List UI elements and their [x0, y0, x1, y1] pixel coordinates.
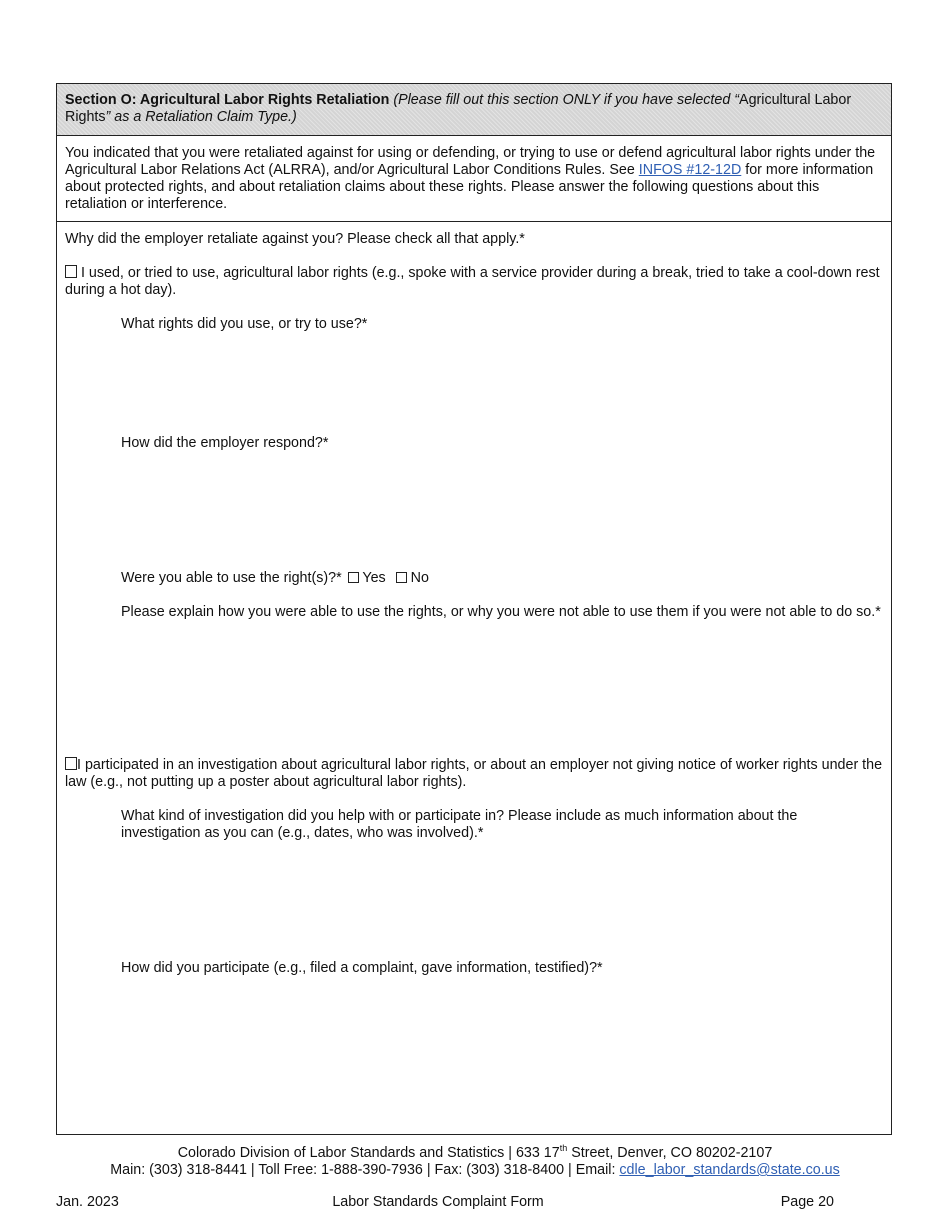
- explain-question: Please explain how you were able to use the rights, or why you were not able to use them if you were not able to do so.*: [121, 604, 881, 620]
- option-used-rights: I used, or tried to use, agricultural labor rights (e.g., spoke with a service provider during a break, tried to take a cool-down rest during a hot day).: [65, 265, 880, 298]
- employer-respond-answer-area[interactable]: [121, 455, 881, 565]
- section-title: Section O: Agricultural Labor Rights Retaliation: [65, 92, 390, 108]
- section-o-form: [56, 83, 892, 1135]
- why-question: Why did the employer retaliate against you? Please check all that apply.*: [65, 231, 525, 247]
- footer-contact: Main: (303) 318-8441 | Toll Free: 1-888-390-7936 | Fax: (303) 318-8400 | Email: cdle_labor_standards@state.co.us: [110, 1162, 840, 1178]
- how-participate-question: How did you participate (e.g., filed a complaint, gave information, testified)?*: [121, 960, 603, 976]
- yes-checkbox[interactable]: [348, 572, 359, 583]
- option-investigation: I participated in an investigation about agricultural labor rights, or about an employer not giving notice of worker rights under the law (e.g., not putting up a poster about agricultural labor rights).: [65, 757, 883, 790]
- no-label: No: [410, 570, 429, 586]
- used-rights-checkbox[interactable]: [65, 265, 77, 278]
- footer-form-name: Labor Standards Complaint Form: [332, 1194, 544, 1210]
- rights-used-question: What rights did you use, or try to use?*: [121, 316, 368, 332]
- footer-address: Colorado Division of Labor Standards and Statistics | 633 17th Street, Denver, CO 80202-2107: [177, 1143, 773, 1161]
- footer-date: Jan. 2023: [56, 1194, 119, 1210]
- employer-respond-question: How did the employer respond?*: [121, 435, 329, 451]
- able-to-use-question: Were you able to use the right(s)?*: [121, 570, 342, 586]
- no-checkbox[interactable]: [396, 572, 407, 583]
- section-header: [57, 84, 891, 136]
- able-to-use-row: [121, 570, 429, 587]
- investigation-checkbox[interactable]: [65, 757, 77, 770]
- investigation-kind-answer-area[interactable]: [121, 844, 881, 954]
- rights-used-answer-area[interactable]: [121, 336, 881, 428]
- explain-answer-area[interactable]: [121, 640, 881, 750]
- intro-text: You indicated that you were retaliated against for using or defending, or trying to use or defend agricultural labor rights under the Agricultural Labor Relations Act (ALRRA), and/or Agricultural Labor Conditions Rules. See INFOS #12-12D for more information about protected rights, and about retaliation claims about these rights. Please answer the following questions about this retaliation or interference.: [57, 136, 891, 222]
- yes-label: Yes: [362, 570, 386, 586]
- investigation-kind-question: What kind of investigation did you help with or participate in? Please include as much information about the investigation as you can (e.g., dates, who was involved).*: [121, 808, 798, 841]
- footer-email-link[interactable]: cdle_labor_standards@state.co.us: [619, 1162, 840, 1178]
- infos-link[interactable]: INFOS #12-12D: [638, 162, 742, 178]
- section-note: (Please fill out this section ONLY if you have selected “Agricultural Labor Rights” as a Retaliation Claim Type.): [65, 92, 852, 125]
- footer-page-number: Page 20: [780, 1194, 834, 1210]
- how-participate-answer-area[interactable]: [121, 980, 881, 1130]
